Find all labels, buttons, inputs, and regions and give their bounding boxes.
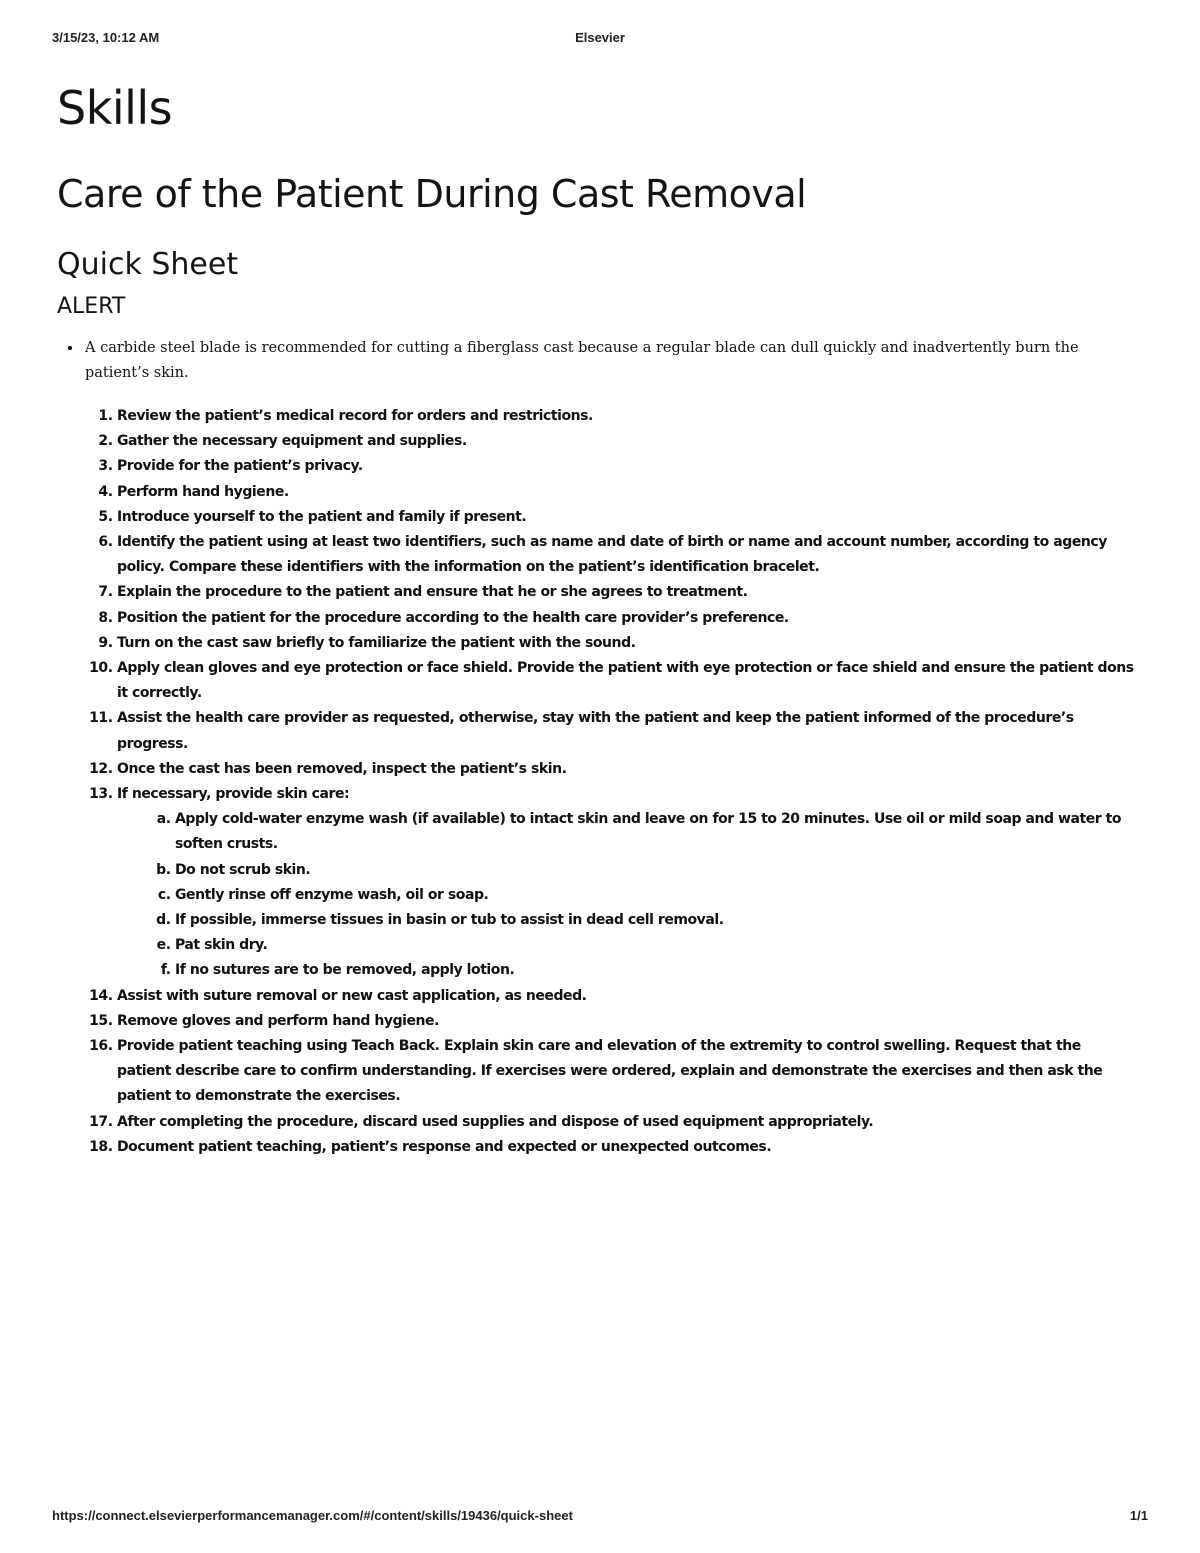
substep-item: b. Do not scrub skin.: [175, 858, 1137, 883]
print-header: [52, 30, 1148, 50]
step-item: 15. Remove gloves and perform hand hygiene.: [117, 1009, 1137, 1034]
alert-list: [57, 336, 1137, 386]
section-title: Skills: [57, 81, 173, 135]
alert-heading: ALERT: [57, 294, 126, 319]
skill-title: Care of the Patient During Cast Removal: [57, 172, 807, 216]
substep-item: e. Pat skin dry.: [175, 933, 1137, 958]
print-datetime: 3/15/23, 10:12 AM: [52, 30, 160, 45]
step-item: 11. Assist the health care provider as requested, otherwise, stay with the patient and keep the patient informed of the procedure’s progress.: [117, 706, 1137, 756]
step-item: 7. Explain the procedure to the patient and ensure that he or she agrees to treatment.: [117, 580, 1137, 605]
step-item: 6. Identify the patient using at least two identifiers, such as name and date of birth or name and account number, according to agency policy. Compare these identifiers with the information on the patient’s identification bracelet.: [117, 530, 1137, 580]
print-site-name: Elsevier: [575, 30, 625, 45]
step-item: 12. Once the cast has been removed, inspect the patient’s skin.: [117, 757, 1137, 782]
page-number: 1/1: [1129, 1508, 1148, 1523]
alert-item: • A carbide steel blade is recommended for cutting a fiberglass cast because a regular blade can dull quickly and inadvertently burn the patient’s skin.: [83, 336, 1137, 386]
step-item: 16. Provide patient teaching using Teach Back. Explain skin care and elevation of the extremity to control swelling. Request that the patient describe care to confirm understanding. If exercises were ordered, explain and demonstrate the exercises and then ask the patient to demonstrate the exercises.: [117, 1034, 1137, 1110]
skin-care-substeps: [117, 807, 1137, 983]
step-item: 17. After completing the procedure, discard used supplies and dispose of used equipment appropriately.: [117, 1110, 1137, 1135]
step-item-skin-care: [117, 782, 1137, 984]
substep-item: a. Apply cold-water enzyme wash (if available) to intact skin and leave on for 15 to 20 minutes. Use oil or mild soap and water to soften crusts.: [175, 807, 1137, 857]
document-content: [57, 76, 1137, 1160]
step-item: 3. Provide for the patient’s privacy.: [117, 454, 1137, 479]
procedure-steps: [57, 404, 1137, 1160]
step-item: 8. Position the patient for the procedure according to the health care provider’s preference.: [117, 606, 1137, 631]
print-url: https://connect.elsevierperformancemanager.com/#/content/skills/19436/quick-sheet: [52, 1508, 573, 1523]
substep-item: c. Gently rinse off enzyme wash, oil or soap.: [175, 883, 1137, 908]
step-item: 18. Document patient teaching, patient’s response and expected or unexpected outcomes.: [117, 1135, 1137, 1160]
sheet-type-heading: Quick Sheet: [57, 247, 239, 282]
print-footer: [52, 1508, 1148, 1528]
substep-item: d. If possible, immerse tissues in basin or tub to assist in dead cell removal.: [175, 908, 1137, 933]
step-item: 4. Perform hand hygiene.: [117, 480, 1137, 505]
step-item: 14. Assist with suture removal or new cast application, as needed.: [117, 984, 1137, 1009]
step-item: 2. Gather the necessary equipment and supplies.: [117, 429, 1137, 454]
step-item: 9. Turn on the cast saw briefly to familiarize the patient with the sound.: [117, 631, 1137, 656]
step-item: 10. Apply clean gloves and eye protection or face shield. Provide the patient with eye protection or face shield and ensure the patient dons it correctly.: [117, 656, 1137, 706]
step-item: 5. Introduce yourself to the patient and family if present.: [117, 505, 1137, 530]
step-text: If necessary, provide skin care:: [117, 786, 350, 803]
substep-item: f. If no sutures are to be removed, apply lotion.: [175, 958, 1137, 983]
step-item: 1. Review the patient’s medical record for orders and restrictions.: [117, 404, 1137, 429]
